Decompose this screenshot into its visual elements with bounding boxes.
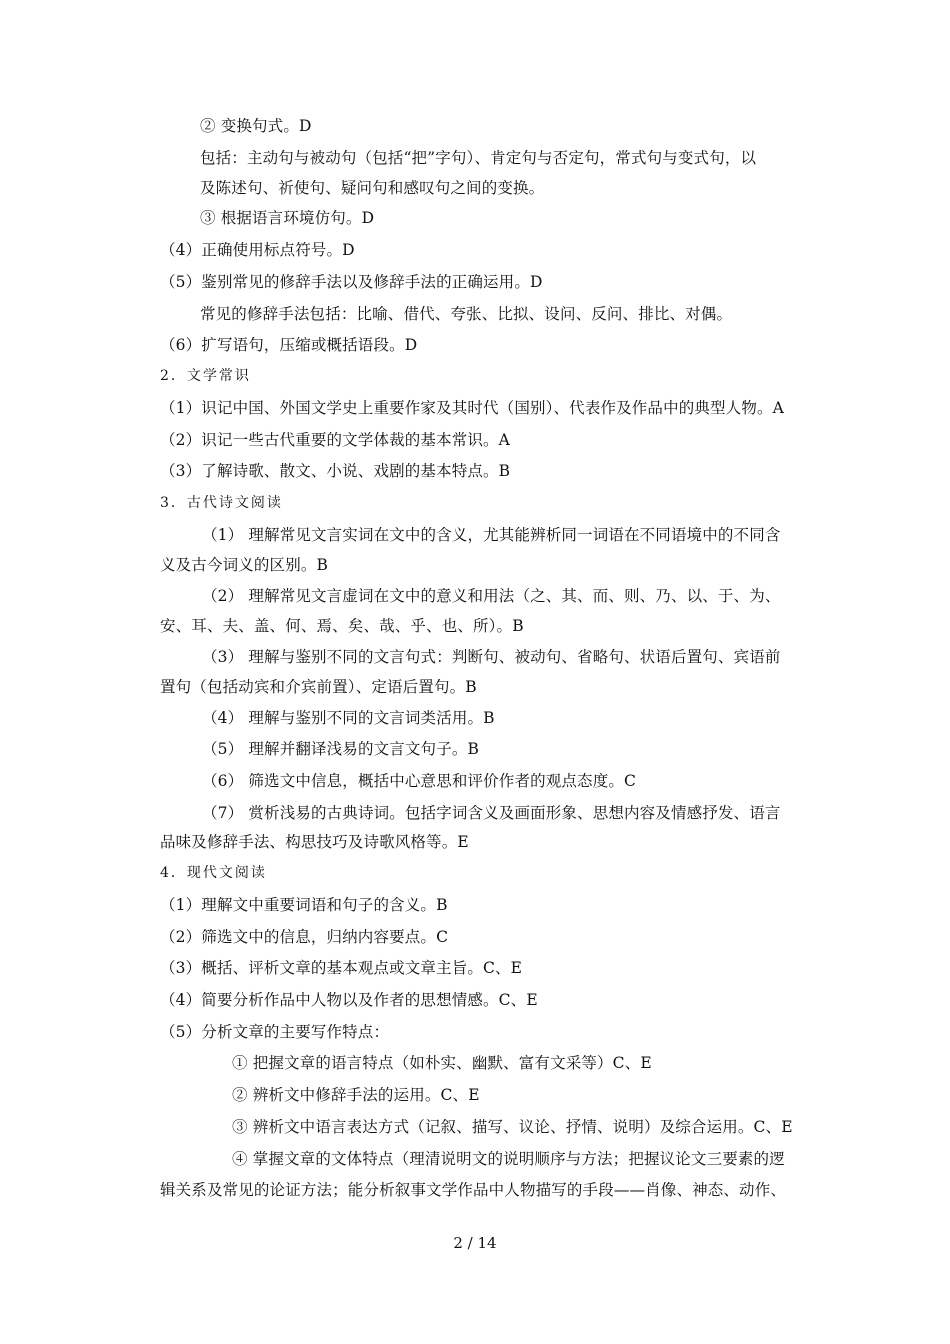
text-line: ③ 辨析文中语言表达方式（记叙、描写、议论、抒情、说明）及综合运用。C、E bbox=[232, 1118, 793, 1136]
page-number: 2 / 14 bbox=[453, 1234, 497, 1252]
text-line: （2）识记一些古代重要的文学体裁的基本常识。A bbox=[160, 431, 511, 449]
text-line: （2） 理解常见文言虚词在文中的意义和用法（之、其、而、则、乃、以、于、为、 bbox=[202, 587, 781, 605]
text-line: （2）筛选文中的信息，归纳内容要点。C bbox=[160, 928, 449, 946]
text-line: ② 变换句式。D bbox=[200, 117, 312, 135]
text-line: 安、耳、夫、盖、何、焉、矣、哉、乎、也、所）。B bbox=[160, 617, 524, 635]
text-line: 常见的修辞手法包括：比喻、借代、夸张、比拟、设问、反问、排比、对偶。 bbox=[200, 305, 733, 323]
text-line: ② 辨析文中修辞手法的运用。C、E bbox=[232, 1086, 480, 1104]
text-line: （4） 理解与鉴别不同的文言词类活用。B bbox=[202, 709, 495, 727]
text-line: （3） 理解与鉴别不同的文言句式：判断句、被动句、省略句、状语后置句、宾语前 bbox=[202, 648, 781, 666]
text-line: （4）简要分析作品中人物以及作者的思想情感。C、E bbox=[160, 991, 538, 1009]
text-line: （6）扩写语句，压缩或概括语段。D bbox=[160, 336, 418, 354]
text-line: 置句（包括动宾和介宾前置）、定语后置句。B bbox=[160, 678, 477, 696]
text-line: （5）鉴别常见的修辞手法以及修辞手法的正确运用。D bbox=[160, 273, 543, 291]
text-line: 品味及修辞手法、构思技巧及诗歌风格等。E bbox=[160, 833, 469, 851]
text-line: （1）理解文中重要词语和句子的含义。B bbox=[160, 896, 448, 914]
text-line: （1） 理解常见文言实词在文中的含义，尤其能辨析同一词语在不同语境中的不同含 bbox=[202, 526, 781, 544]
section-heading: 3．古代诗文阅读 bbox=[160, 495, 283, 511]
text-line: 包括：主动句与被动句（包括“把”字句）、肯定句与否定句，常式句与变式句，以 bbox=[200, 149, 757, 167]
text-line: （1）识记中国、外国文学史上重要作家及其时代（国别）、代表作及作品中的典型人物。A bbox=[160, 399, 784, 417]
text-line: （3）了解诗歌、散文、小说、戏剧的基本特点。B bbox=[160, 462, 511, 480]
section-heading: 4．现代文阅读 bbox=[160, 865, 267, 881]
text-line: ① 把握文章的语言特点（如朴实、幽默、富有文采等）C、E bbox=[232, 1054, 652, 1072]
text-line: ③ 根据语言环境仿句。D bbox=[200, 209, 375, 227]
text-line: （3）概括、评析文章的基本观点或文章主旨。C、E bbox=[160, 959, 523, 977]
text-line: 义及古今词义的区别。B bbox=[160, 556, 329, 574]
section-heading: 2．文学常识 bbox=[160, 368, 251, 384]
text-line: （5）分析文章的主要写作特点： bbox=[160, 1023, 390, 1041]
text-line: ④ 掌握文章的文体特点（理清说明文的说明顺序与方法；把握议论文三要素的逻 bbox=[232, 1150, 785, 1168]
text-line: 及陈述句、祈使句、疑问句和感叹句之间的变换。 bbox=[200, 179, 545, 197]
text-line: （7） 赏析浅易的古典诗词。包括字词含义及画面形象、思想内容及情感抒发、语言 bbox=[202, 804, 781, 822]
text-line: （4）正确使用标点符号。D bbox=[160, 241, 355, 259]
text-line: （5） 理解并翻译浅易的文言文句子。B bbox=[202, 740, 480, 758]
text-line: （6） 筛选文中信息，概括中心意思和评价作者的观点态度。C bbox=[202, 772, 636, 790]
text-line: 辑关系及常见的论证方法；能分析叙事文学作品中人物描写的手段——肖像、神态、动作、 bbox=[160, 1181, 787, 1199]
